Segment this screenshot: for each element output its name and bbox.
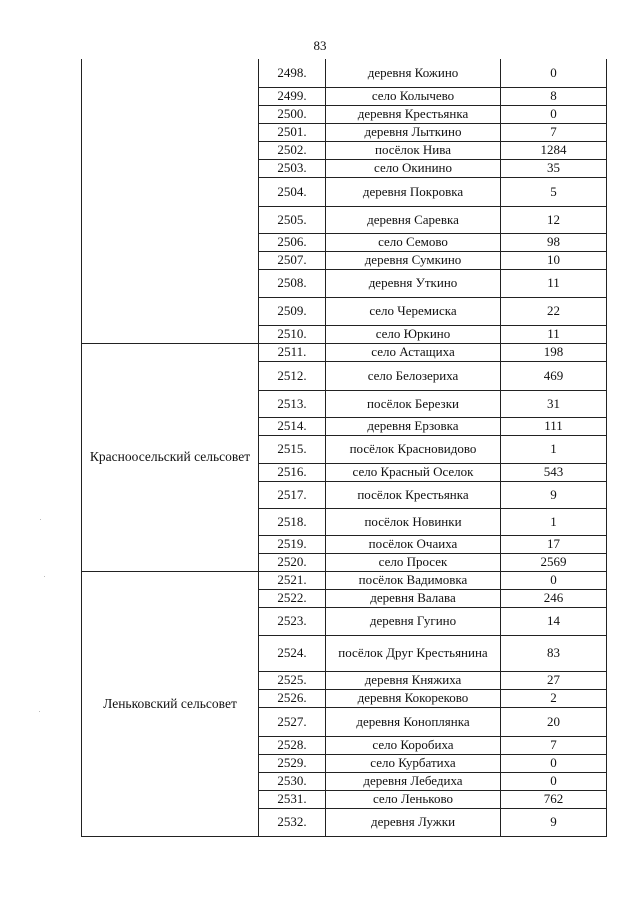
row-number-cell: 2506. xyxy=(259,233,326,251)
row-number-cell: 2526. xyxy=(259,689,326,707)
district-cell: Леньковский сельсовет xyxy=(82,571,259,836)
settlement-name-cell: село Юркино xyxy=(326,325,501,343)
scan-speck xyxy=(44,576,45,577)
population-cell: 198 xyxy=(501,343,607,361)
row-number-cell: 2529. xyxy=(259,754,326,772)
population-cell: 5 xyxy=(501,177,607,206)
row-number-cell: 2527. xyxy=(259,707,326,736)
population-cell: 83 xyxy=(501,635,607,671)
population-cell: 1284 xyxy=(501,141,607,159)
population-cell: 98 xyxy=(501,233,607,251)
settlement-name-cell: деревня Лыткино xyxy=(326,123,501,141)
row-number-cell: 2505. xyxy=(259,206,326,233)
row-number-cell: 2504. xyxy=(259,177,326,206)
settlement-name-cell: деревня Покровка xyxy=(326,177,501,206)
row-number-cell: 2531. xyxy=(259,790,326,808)
settlement-name-cell: деревня Лебедиха xyxy=(326,772,501,790)
settlement-name-cell: село Окинино xyxy=(326,159,501,177)
population-cell: 0 xyxy=(501,105,607,123)
row-number-cell: 2530. xyxy=(259,772,326,790)
row-number-cell: 2514. xyxy=(259,417,326,435)
population-cell: 20 xyxy=(501,707,607,736)
settlement-name-cell: деревня Саревка xyxy=(326,206,501,233)
population-cell: 35 xyxy=(501,159,607,177)
settlement-name-cell: село Черемиска xyxy=(326,297,501,325)
row-number-cell: 2515. xyxy=(259,435,326,463)
settlement-name-cell: посёлок Березки xyxy=(326,390,501,417)
population-cell: 7 xyxy=(501,123,607,141)
row-number-cell: 2510. xyxy=(259,325,326,343)
table-row xyxy=(82,343,607,361)
population-cell: 0 xyxy=(501,59,607,87)
population-cell: 10 xyxy=(501,251,607,269)
row-number-cell: 2511. xyxy=(259,343,326,361)
row-number-cell: 2507. xyxy=(259,251,326,269)
row-number-cell: 2503. xyxy=(259,159,326,177)
population-cell: 1 xyxy=(501,435,607,463)
population-cell: 7 xyxy=(501,736,607,754)
settlement-name-cell: село Курбатиха xyxy=(326,754,501,772)
row-number-cell: 2513. xyxy=(259,390,326,417)
row-number-cell: 2499. xyxy=(259,87,326,105)
row-number-cell: 2509. xyxy=(259,297,326,325)
settlement-name-cell: село Леньково xyxy=(326,790,501,808)
row-number-cell: 2516. xyxy=(259,463,326,481)
population-cell: 469 xyxy=(501,361,607,390)
scan-speck xyxy=(39,711,40,712)
settlement-name-cell: село Астащиха xyxy=(326,343,501,361)
settlement-name-cell: посёлок Крестьянка xyxy=(326,481,501,508)
settlement-name-cell: деревня Уткино xyxy=(326,269,501,297)
population-cell: 543 xyxy=(501,463,607,481)
population-cell: 2 xyxy=(501,689,607,707)
settlement-name-cell: деревня Ерзовка xyxy=(326,417,501,435)
settlement-name-cell: село Белозериха xyxy=(326,361,501,390)
scan-speck xyxy=(40,519,41,520)
settlement-name-cell: деревня Кокореково xyxy=(326,689,501,707)
population-cell: 762 xyxy=(501,790,607,808)
settlements-table xyxy=(81,59,607,837)
population-cell: 2569 xyxy=(501,553,607,571)
row-number-cell: 2524. xyxy=(259,635,326,671)
settlement-name-cell: село Красный Оселок xyxy=(326,463,501,481)
row-number-cell: 2501. xyxy=(259,123,326,141)
settlement-name-cell: посёлок Друг Крестьянина xyxy=(326,635,501,671)
settlement-name-cell: деревня Коноплянка xyxy=(326,707,501,736)
row-number-cell: 2523. xyxy=(259,607,326,635)
population-cell: 8 xyxy=(501,87,607,105)
settlement-name-cell: село Просек xyxy=(326,553,501,571)
settlement-name-cell: деревня Валава xyxy=(326,589,501,607)
settlement-name-cell: деревня Сумкино xyxy=(326,251,501,269)
population-cell: 11 xyxy=(501,269,607,297)
settlement-name-cell: посёлок Очаиха xyxy=(326,535,501,553)
district-cell: Красноосельский сельсовет xyxy=(82,343,259,571)
settlement-name-cell: посёлок Вадимовка xyxy=(326,571,501,589)
settlement-name-cell: деревня Кожино xyxy=(326,59,501,87)
population-cell: 27 xyxy=(501,671,607,689)
population-cell: 31 xyxy=(501,390,607,417)
population-cell: 12 xyxy=(501,206,607,233)
settlement-name-cell: деревня Княжиха xyxy=(326,671,501,689)
row-number-cell: 2528. xyxy=(259,736,326,754)
row-number-cell: 2525. xyxy=(259,671,326,689)
settlement-name-cell: село Колычево xyxy=(326,87,501,105)
row-number-cell: 2498. xyxy=(259,59,326,87)
population-cell: 9 xyxy=(501,481,607,508)
settlement-name-cell: деревня Лужки xyxy=(326,808,501,836)
row-number-cell: 2518. xyxy=(259,508,326,535)
settlement-name-cell: село Коробиха xyxy=(326,736,501,754)
row-number-cell: 2520. xyxy=(259,553,326,571)
table-row xyxy=(82,59,607,87)
population-cell: 17 xyxy=(501,535,607,553)
settlement-name-cell: деревня Крестьянка xyxy=(326,105,501,123)
page-number: 83 xyxy=(313,38,327,53)
row-number-cell: 2512. xyxy=(259,361,326,390)
row-number-cell: 2500. xyxy=(259,105,326,123)
row-number-cell: 2522. xyxy=(259,589,326,607)
row-number-cell: 2519. xyxy=(259,535,326,553)
row-number-cell: 2521. xyxy=(259,571,326,589)
population-cell: 22 xyxy=(501,297,607,325)
population-cell: 14 xyxy=(501,607,607,635)
row-number-cell: 2508. xyxy=(259,269,326,297)
settlement-name-cell: деревня Гугино xyxy=(326,607,501,635)
settlement-name-cell: посёлок Нива xyxy=(326,141,501,159)
population-cell: 246 xyxy=(501,589,607,607)
population-cell: 111 xyxy=(501,417,607,435)
settlement-name-cell: село Семово xyxy=(326,233,501,251)
population-cell: 11 xyxy=(501,325,607,343)
table-row xyxy=(82,571,607,589)
population-cell: 0 xyxy=(501,754,607,772)
district-cell xyxy=(82,59,259,343)
row-number-cell: 2502. xyxy=(259,141,326,159)
population-cell: 1 xyxy=(501,508,607,535)
row-number-cell: 2532. xyxy=(259,808,326,836)
settlement-name-cell: посёлок Красновидово xyxy=(326,435,501,463)
population-cell: 9 xyxy=(501,808,607,836)
row-number-cell: 2517. xyxy=(259,481,326,508)
population-cell: 0 xyxy=(501,772,607,790)
settlement-name-cell: посёлок Новинки xyxy=(326,508,501,535)
population-cell: 0 xyxy=(501,571,607,589)
